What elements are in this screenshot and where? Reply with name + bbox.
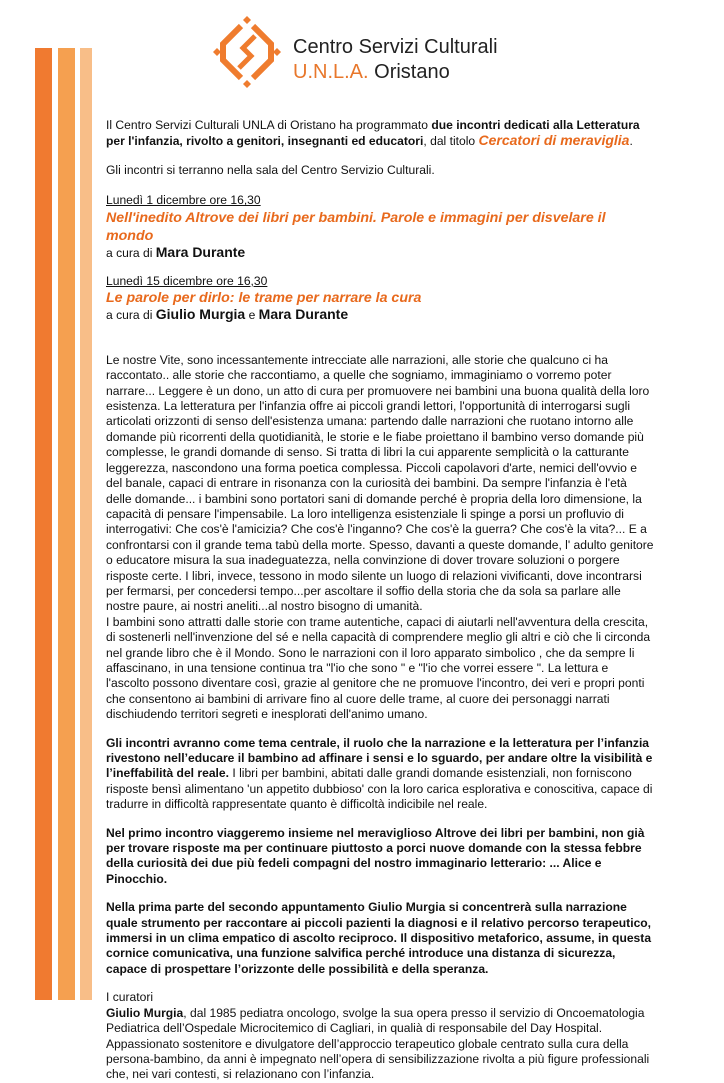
curator-name: Mara Durante bbox=[155, 243, 246, 260]
curator-bio-name: Giulio Murgia bbox=[106, 1005, 184, 1020]
event2-date: Lunedì 15 dicembre ore 16,30 bbox=[106, 274, 268, 289]
curator-conjunction: e bbox=[245, 308, 259, 323]
decorative-stripe bbox=[35, 48, 52, 1000]
logo-unla: U.N.L.A. bbox=[293, 61, 369, 83]
curators-heading: I curatori bbox=[106, 990, 154, 1005]
body-text: I libri per bambini, abitati dalle grandi domande esistenziali, non forniscono risposte bensì alimentano 'un appetito dubbioso' con la loro carica esplorativa e conoscitiva, capace di tradurre in difficoltà rappresentate quanto è difficoltà indicibile nel reale. bbox=[106, 766, 653, 812]
body-paragraph-4: Nel primo incontro viaggeremo insieme nel meraviglioso Altrove dei libri per bambini, non già per trovare risposte ma per continuare piuttosto a porci nuove domande con la stessa febbre della curiosità dei due più fedeli compagni del nostro immaginario letterario: ... Alice e Pinocchio. bbox=[106, 825, 645, 886]
intro-text: Il Centro Servizi Culturali UNLA di Oristano ha programmato bbox=[106, 118, 432, 132]
logo-title: Centro Servizi Culturali bbox=[293, 36, 498, 58]
event1-title: Nell'inedito Altrove dei libri per bambini. Parole e immagini per disvelare il mondo bbox=[106, 209, 606, 244]
body-paragraph-5: Nella prima parte del secondo appuntamento Giulio Murgia si concentrerà sulla narrazione quale strumento per raccontare ai piccoli pazienti la diagnosi e il relativo percorso terapeutico, immersi in un clima empatico di ascolto reciproco. Il dispositivo metaforico, assume, in questa cornice comunicativa, una funzione salvifica perché introduce una distanza di sicurezza, capace di prospettare l’orizzonte delle possibilità e della speranza. bbox=[106, 900, 652, 976]
body-paragraph-1: Le nostre Vite, sono incessantemente intrecciate alle narrazioni, alle storie che qualcuno ci ha raccontato.. alle storie che raccontiamo, a quelle che sogniamo, immaginiamo o vorremo poter narrare... Leggere è un dono, un atto di cura per promuovere nei bambini una buona qualità della loro esistenza. La letteratura per l'infanzia offre ai piccoli grandi lettori, l'opportunità di interrogarsi sugli articolati orizzonti di senso dell'esistenza umana: partendo dalle narrazioni che ruotano intorno alle domande più ricorrenti della quotidianità, le storie e le fiabe proiettano il bambino verso domande più complesse, le grandi domande di senso. Si tratta di libri la cui apparente semplicità o la catturante leggerezza, nascondono una forma poetica complessa. Piccoli capolavori d'arte, nemici dell'ovvio e del banale, capaci di entrare in risonanza con la curiosità dei bambini. Da sempre l'infanzia è l'età delle domande... i bambini sono portatori sani di domande perché è propria della loro dimensione, la capacità di pensare l'impensabile. La loro intelligenza esistenziale li spinge a porsi un profluvio di interrogativi: Che cos'è l'amicizia? Che cos'è l'inganno? Che cos'è la guerra? Che cos'è la vita?... E a confrontarsi con il grande tema tabù della morte. Spesso, davanti a queste domande, l' adulto genitore o educatore misura la sua inadeguatezza, nella convinzione di dover trovare soluzioni o porgere risposte certe. I libri, invece, tessono in modo silente un luogo di relazioni vivificanti, dove incontrarsi per fermarsi, per concedersi tempo...per ascoltare il soffio della storia che da sola sa parlare alle nostre paure, ai nostri aneliti...al nostro bisogno di umanità. bbox=[106, 352, 654, 614]
event1-curators bbox=[106, 245, 654, 261]
event2-curators bbox=[106, 307, 654, 323]
decorative-stripe bbox=[80, 48, 92, 1000]
event2-title: Le parole per dirlo: le trame per narrare la cura bbox=[106, 290, 422, 307]
curator-bio-text: , dal 1985 pediatra oncologo, svolge la sua opera presso il servizio di Oncoematologia Pediatrica dell’Ospedale Microcitemico di Cagliari, in qualià di responsabile del Day Hospital. Appassionato sostenitore e divulgatore dell’approccio terapeutico globale centrato sulla cura della persona-bambino, da anni è impegnato nell’opera di sensibilizzazione rivolta a più figure professionali che, nei vari contesti, si relazionano con l’infanzia. bbox=[106, 1005, 650, 1082]
curator-name: Mara Durante bbox=[258, 306, 349, 323]
curator-bio bbox=[106, 1006, 654, 1083]
curated-by-label: a cura di bbox=[106, 245, 156, 260]
event1-date: Lunedì 1 dicembre ore 16,30 bbox=[106, 193, 261, 208]
unla-logo-icon bbox=[211, 14, 283, 90]
intro-end: . bbox=[629, 134, 633, 149]
curator-name: Giulio Murgia bbox=[155, 306, 246, 323]
venue-paragraph: Gli incontri si terranno nella sala del Centro Servizio Culturali. bbox=[106, 162, 435, 177]
logo-city: Oristano bbox=[374, 61, 450, 83]
body-paragraph-2: I bambini sono attratti dalle storie con trame autentiche, capaci di aiutarli nell'avventura della crescita, di sostenerli nell'invenzione del sé e nella capacità di comprendere meglio gli altri e ciò che li circonda nel grande libro che è il Mondo. Sono le narrazioni con il loro apparato simbolico , che da sempre li affascinano, in una tensione continua tra "l'io che sono " e "l'io che vorrei essere ". La lettura e l'ascolto possono diventare così, grazie al genitore che ne promuove l'incontro, dei veri e propri ponti che consentono ai bambini di arrivare fino al cuore delle trame, al cuore dei personaggi narrati dischiudendo territori segreti e inesplorati dell'animo umano. bbox=[106, 614, 651, 722]
intro-bold-text: due incontri dedicati alla Letteratura per l'infanzia, rivolto a genitori, insegnanti ed educatori bbox=[106, 118, 640, 149]
decorative-stripe bbox=[58, 48, 75, 1000]
series-title: Cercatori di meraviglia bbox=[478, 132, 630, 149]
bold-text: Gli incontri avranno come tema centrale, il ruolo che la narrazione e la letteratura per l’infanzia rivestono nell’educare il bambino ad affinare i sensi e lo sguardo, per andare oltre la visibilità e l’ineffabilità del reale. bbox=[106, 735, 653, 781]
curated-by-label: a cura di bbox=[106, 308, 156, 323]
body-paragraph-3 bbox=[106, 736, 654, 813]
document-body bbox=[106, 118, 654, 1083]
header-logo bbox=[211, 14, 511, 94]
intro-text-2: , dal titolo bbox=[423, 134, 479, 149]
intro-paragraph bbox=[106, 118, 654, 150]
logo-subtitle bbox=[293, 61, 450, 84]
